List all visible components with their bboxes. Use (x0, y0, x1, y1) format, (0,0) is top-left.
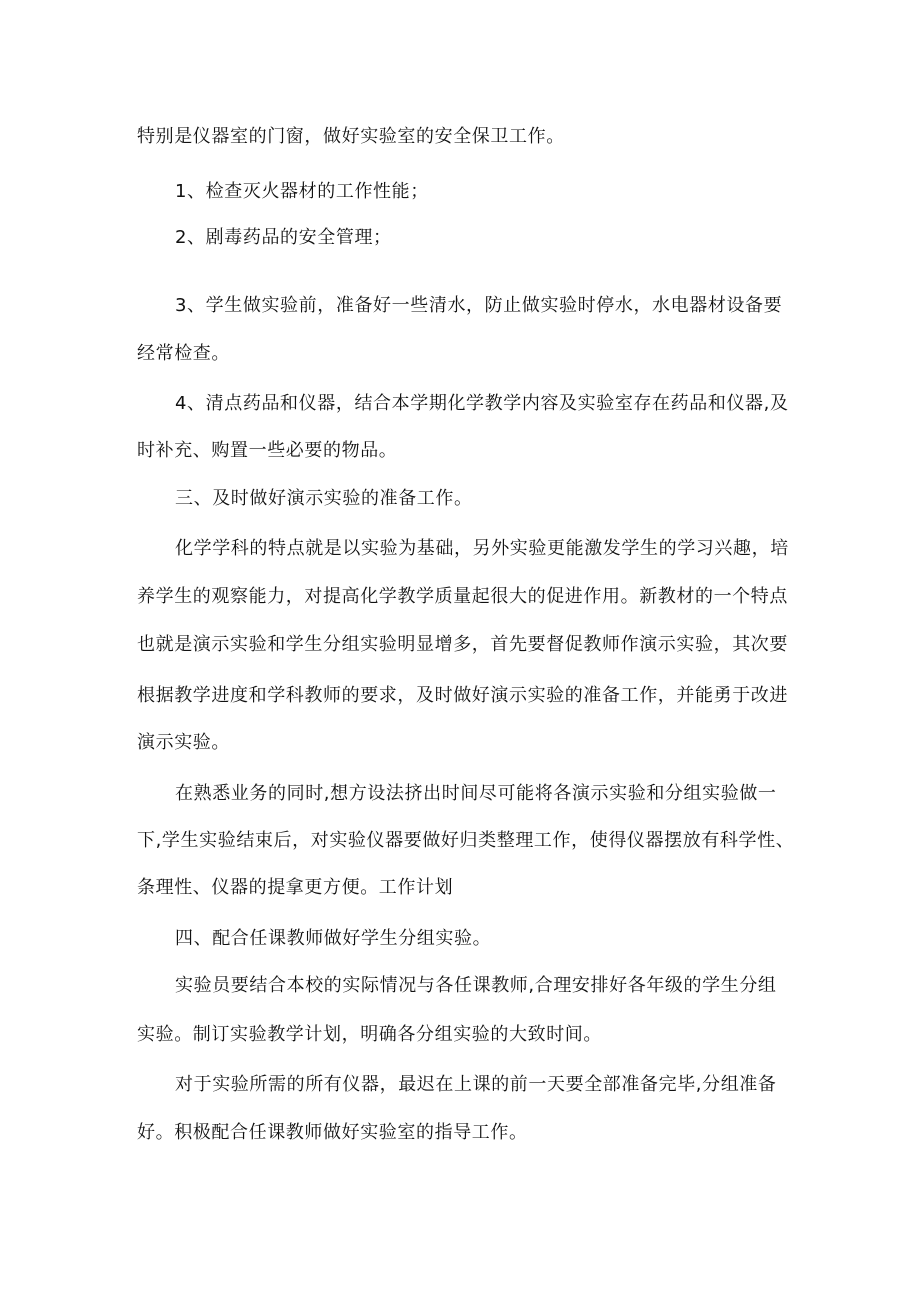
text-line: 特别是仪器室的门窗，做好实验室的安全保卫工作。 (137, 126, 565, 147)
paragraph-line: 演示实验。 (137, 732, 230, 753)
paragraph-line: 对于实验所需的所有仪器，最迟在上课的前一天要全部准备完毕,分组准备 (175, 1074, 777, 1095)
section-heading-3: 三、及时做好演示实验的准备工作。 (175, 488, 473, 509)
paragraph-line: 在熟悉业务的同时,想方设法挤出时间尽可能将各演示实验和分组实验做一 (175, 783, 777, 804)
paragraph-line: 养学生的观察能力，对提高化学教学质量起很大的促进作用。新教材的一个特点 (137, 586, 788, 607)
paragraph-line: 根据教学进度和学科教师的要求，及时做好演示实验的准备工作，并能勇于改进 (137, 685, 788, 706)
list-item-1: 1、检查灭火器材的工作性能； (175, 181, 429, 202)
text-line: 时补充、购置一些必要的物品。 (137, 440, 398, 461)
paragraph-line: 好。积极配合任课教师做好实验室的指导工作。 (137, 1122, 528, 1143)
paragraph-line: 也就是演示实验和学生分组实验明显增多，首先要督促教师作演示实验，其次要 (137, 634, 788, 655)
paragraph-line: 实验。制订实验教学计划，明确各分组实验的大致时间。 (137, 1024, 602, 1045)
paragraph-line: 条理性、仪器的提拿更方便。工作计划 (137, 877, 454, 898)
paragraph-line: 实验员要结合本校的实际情况与各任课教师,合理安排好各年级的学生分组 (175, 975, 777, 996)
list-item-4: 4、清点药品和仪器，结合本学期化学教学内容及实验室存在药品和仪器,及 (175, 393, 789, 414)
paragraph-line: 下,学生实验结束后，对实验仪器要做好归类整理工作，使得仪器摆放有科学性、 (137, 830, 795, 851)
paragraph-line: 化学学科的特点就是以实验为基础，另外实验更能激发学生的学习兴趣，培 (175, 538, 789, 559)
list-item-3: 3、学生做实验前，准备好一些清水，防止做实验时停水，水电器材设备要 (175, 295, 783, 316)
section-heading-4: 四、配合任课教师做好学生分组实验。 (175, 928, 492, 949)
list-item-2: 2、剧毒药品的安全管理； (175, 227, 392, 248)
text-line: 经常检查。 (137, 343, 230, 364)
